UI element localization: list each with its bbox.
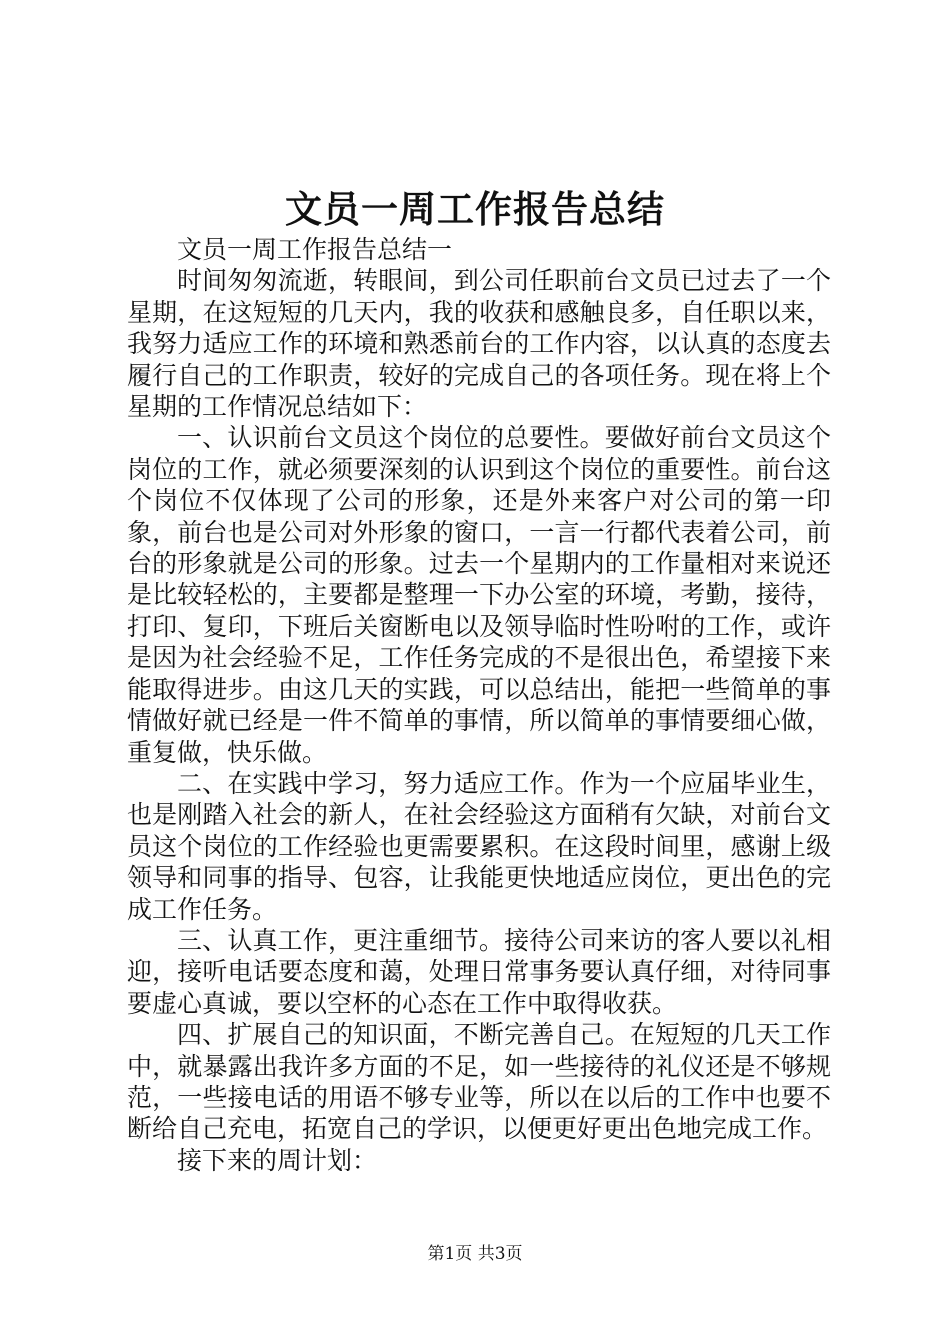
paragraph-weekly-plan: 接下来的周计划： (177, 1145, 378, 1175)
paragraph-intro: 时间匆匆流逝，转眼间，到公司任职前台文员已过去了一个星期，在这短短的几天内，我的收获和感触良多，自任职以来，我努力适应工作的环境和熟悉前台的工作内容，以认真的态度去履行自己的工作职责，较好的完成自己的各项任务。现在将上个星期的工作情况总结如下： (127, 266, 831, 422)
page-number-footer: 第1页 共3页 (427, 1244, 523, 1264)
paragraph-point-3: 三、认真工作，更注重细节。接待公司来访的客人要以礼相迎，接听电话要态度和蔼，处理日常事务要认真仔细，对待同事要虚心真诚，要以空杯的心态在工作中取得收获。 (127, 925, 831, 1018)
paragraph-point-4: 四、扩展自己的知识面，不断完善自己。在短短的几天工作中，就暴露出我许多方面的不足，如一些接待的礼仪还是不够规范，一些接电话的用语不够专业等，所以在以后的工作中也要不断给自己充电，拓宽自己的学识，以便更好更出色地完成工作。 (127, 1020, 831, 1144)
paragraph-point-1: 一、认识前台文员这个岗位的总要性。要做好前台文员这个岗位的工作，就必须要深刻的认识到这个岗位的重要性。前台这个岗位不仅体现了公司的形象，还是外来客户对公司的第一印象，前台也是公司对外形象的窗口，一言一行都代表着公司，前台的形象就是公司的形象。过去一个星期内的工作量相对来说还是比较轻松的，主要都是整理一下办公室的环境，考勤，接待，打印、复印，下班后关窗断电以及领导临时性吩咐的工作，或许是因为社会经验不足，工作任务完成的不是很出色，希望接下来能取得进步。由这几天的实践，可以总结出，能把一些简单的事情做好就已经是一件不简单的事情，所以简单的事情要细心做，重复做，快乐做。 (127, 423, 831, 767)
paragraph-point-2: 二、在实践中学习，努力适应工作。作为一个应届毕业生，也是刚踏入社会的新人，在社会经验这方面稍有欠缺，对前台文员这个岗位的工作经验也更需要累积。在这段时间里，感谢上级领导和同事的指导、包容，让我能更快地适应岗位，更出色的完成工作任务。 (127, 768, 831, 924)
section-subheading: 文员一周工作报告总结一 (177, 235, 453, 264)
document-body (127, 234, 831, 1176)
document-title: 文员一周工作报告总结 (285, 187, 665, 231)
